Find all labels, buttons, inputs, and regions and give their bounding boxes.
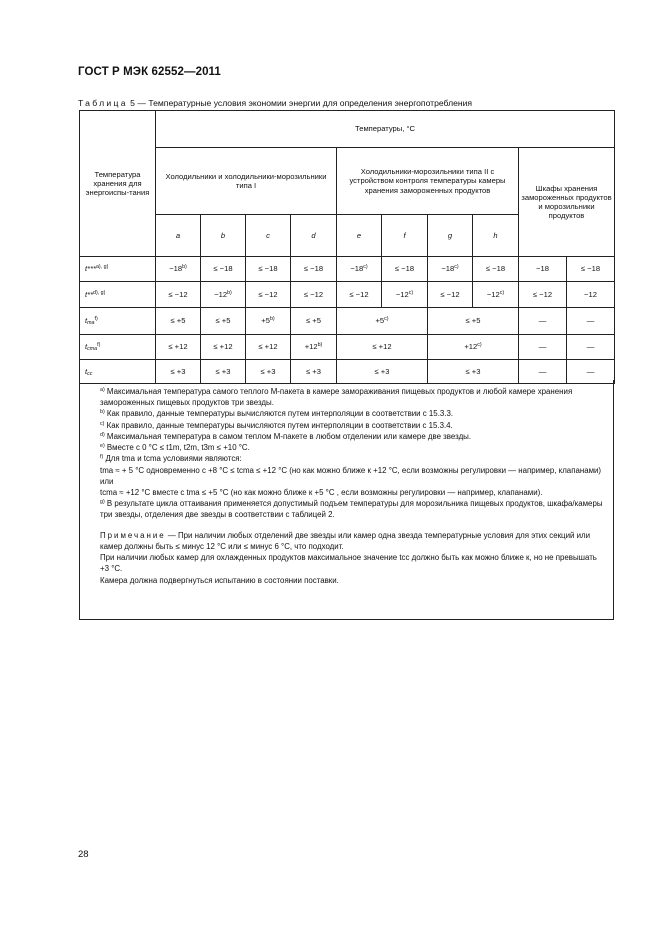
footnote-b: $^{b)}$ Как правило, данные температуры вычисляются путем интерполяции в соответствии с 15.3.3. — [100, 409, 454, 419]
cell: ≤ +5 — [201, 308, 246, 335]
cell: ≤ −12 — [156, 282, 201, 308]
row-label: $t_{cma}^{f)}$ — [80, 335, 156, 360]
table-row — [80, 282, 615, 308]
footnote-f-condition-1: tma ≈ + 5 °С одновременно с +8 °С ≤ tcma ≤ +12 °С (но как можно ближе к +12 °С, если возможны регулировки — например, клапанами) — [100, 465, 602, 475]
corner-header: Температура хранения для энергоиспы-тания — [80, 111, 156, 257]
cell: ≤ −18 — [567, 257, 615, 282]
cell: $+12^{c)}$ — [428, 335, 519, 360]
cell: $+5^{b)}$ — [246, 308, 291, 335]
cell: ≤ +3 — [428, 360, 519, 384]
cell: $+5^{c)}$ — [337, 308, 428, 335]
cell: $-18^{c)}$ — [428, 257, 473, 282]
cell: ≤ +5 — [156, 308, 201, 335]
cell: ≤ +3 — [291, 360, 337, 384]
cell: ≤ +3 — [201, 360, 246, 384]
cell: $-12^{b)}$ — [201, 282, 246, 308]
col-g: g — [428, 215, 473, 257]
cell: — — [567, 308, 615, 335]
cell: ≤ −12 — [291, 282, 337, 308]
cell: $+12^{b)}$ — [291, 335, 337, 360]
cell: ≤ +3 — [337, 360, 428, 384]
footnote-f: $^{f)}$ Для tma и tcma условиями являются: — [100, 454, 242, 464]
col-h: h — [473, 215, 519, 257]
cell: $-18^{b)}$ — [156, 257, 201, 282]
caption-text: 5 — Температурные условия экономии энергии для определения энергопотребления — [127, 98, 473, 108]
table-row — [80, 335, 615, 360]
cell: ≤ −12 — [428, 282, 473, 308]
row-label: t**$^{d), g)}$ — [80, 282, 156, 308]
cell: — — [519, 308, 567, 335]
col-d: d — [291, 215, 337, 257]
table-caption — [78, 98, 472, 108]
temps-header: Температуры, °С — [156, 111, 615, 148]
table-note: Примечание — При наличии любых отделений две звезды или камер одна звезда температурные условия для этих секций или камер должны быть ≤ минус 12 °С или ≤ минус 6 °С, что подходит. — [100, 530, 590, 551]
footnote-f-condition-2: tcma ≈ +12 °С вместе с tma ≤ +5 °С (но как можно ближе к +5 °С , если возможны регулировки — например, клапанами). — [100, 487, 543, 497]
cell: $-12^{c)}$ — [382, 282, 428, 308]
table-row — [80, 308, 615, 335]
cell: ≤ −18 — [382, 257, 428, 282]
cell: ≤ +5 — [428, 308, 519, 335]
col-e: e — [337, 215, 382, 257]
col-c: c — [246, 215, 291, 257]
group1-header: Холодильники и холодильники-морозильники типа I — [156, 148, 337, 215]
footnote-g: $^{g)}$ В результате цикла оттаивания применяется допустимый подъем температуры для морозильника пищевых продуктов, шкафа/камеры три звезды, отделения две звезды в соответствии с таблицей 2. — [100, 499, 603, 520]
cell: ≤ −12 — [519, 282, 567, 308]
cell: ≤ −18 — [201, 257, 246, 282]
table-note-3: Камера должна подвергнуться испытанию в состоянии поставки. — [100, 575, 339, 585]
row-label: t***$^{a), g)}$ — [80, 257, 156, 282]
cell: ≤ −18 — [291, 257, 337, 282]
col-a: a — [156, 215, 201, 257]
cell: −18 — [519, 257, 567, 282]
group2-header: Холодильники-морозильники типа II с устройством контроля температуры камеры хранения замороженных продуктов — [337, 148, 519, 215]
page-number: 28 — [78, 849, 89, 860]
cell: — — [519, 335, 567, 360]
temperature-table — [79, 110, 615, 384]
cell: ≤ +12 — [201, 335, 246, 360]
cell: ≤ +3 — [156, 360, 201, 384]
footnote-d: $^{d)}$ Максимальная температура в самом теплом М-пакете в любом отделении или камере две звезды. — [100, 431, 472, 441]
cell: — — [567, 335, 615, 360]
footnote-e: $^{e)}$ Вместе с 0 °С ≤ t1m, t2m, t3m ≤ +10 °С. — [100, 443, 250, 453]
cell: — — [519, 360, 567, 384]
cell: ≤ +12 — [156, 335, 201, 360]
group3-header: Шкафы хранения замороженных продуктов и морозильники продуктов — [519, 148, 615, 257]
cell: ≤ +12 — [246, 335, 291, 360]
document-header: ГОСТ Р МЭК 62552—2011 — [78, 66, 221, 78]
col-f: f — [382, 215, 428, 257]
cell: ≤ +5 — [291, 308, 337, 335]
cell: — — [567, 360, 615, 384]
cell: ≤ −12 — [246, 282, 291, 308]
table-footnotes — [79, 380, 614, 620]
row-label: $t_{ma}^{f)}$ — [80, 308, 156, 335]
cell: ≤ −18 — [473, 257, 519, 282]
footnote-f-or: или — [100, 476, 114, 486]
col-b: b — [201, 215, 246, 257]
cell: ≤ −12 — [337, 282, 382, 308]
cell: ≤ −18 — [246, 257, 291, 282]
cell: $-12^{c)}$ — [473, 282, 519, 308]
caption-label: Таблица — [78, 98, 128, 108]
cell: ≤ +12 — [337, 335, 428, 360]
row-label: $t_{cc}$ — [80, 360, 156, 384]
footnote-a: $^{a)}$ Максимальная температура самого теплого М-пакета в камере замораживания пищевых продуктов и любой камере хранения замороженных пищевых продуктов три звезды. — [100, 387, 573, 408]
table-note-2: При наличии любых камер для охлажденных продуктов максимальное значение tcc должно быть как можно ближе к, но не превышать +3 °С. — [100, 553, 597, 574]
footnote-c: $^{c)}$ Как правило, данные температуры вычисляются путем интерполяции в соответствии с 15.3.4. — [100, 420, 453, 430]
table-row — [80, 257, 615, 282]
cell: $-18^{c)}$ — [337, 257, 382, 282]
cell: ≤ +3 — [246, 360, 291, 384]
cell: −12 — [567, 282, 615, 308]
